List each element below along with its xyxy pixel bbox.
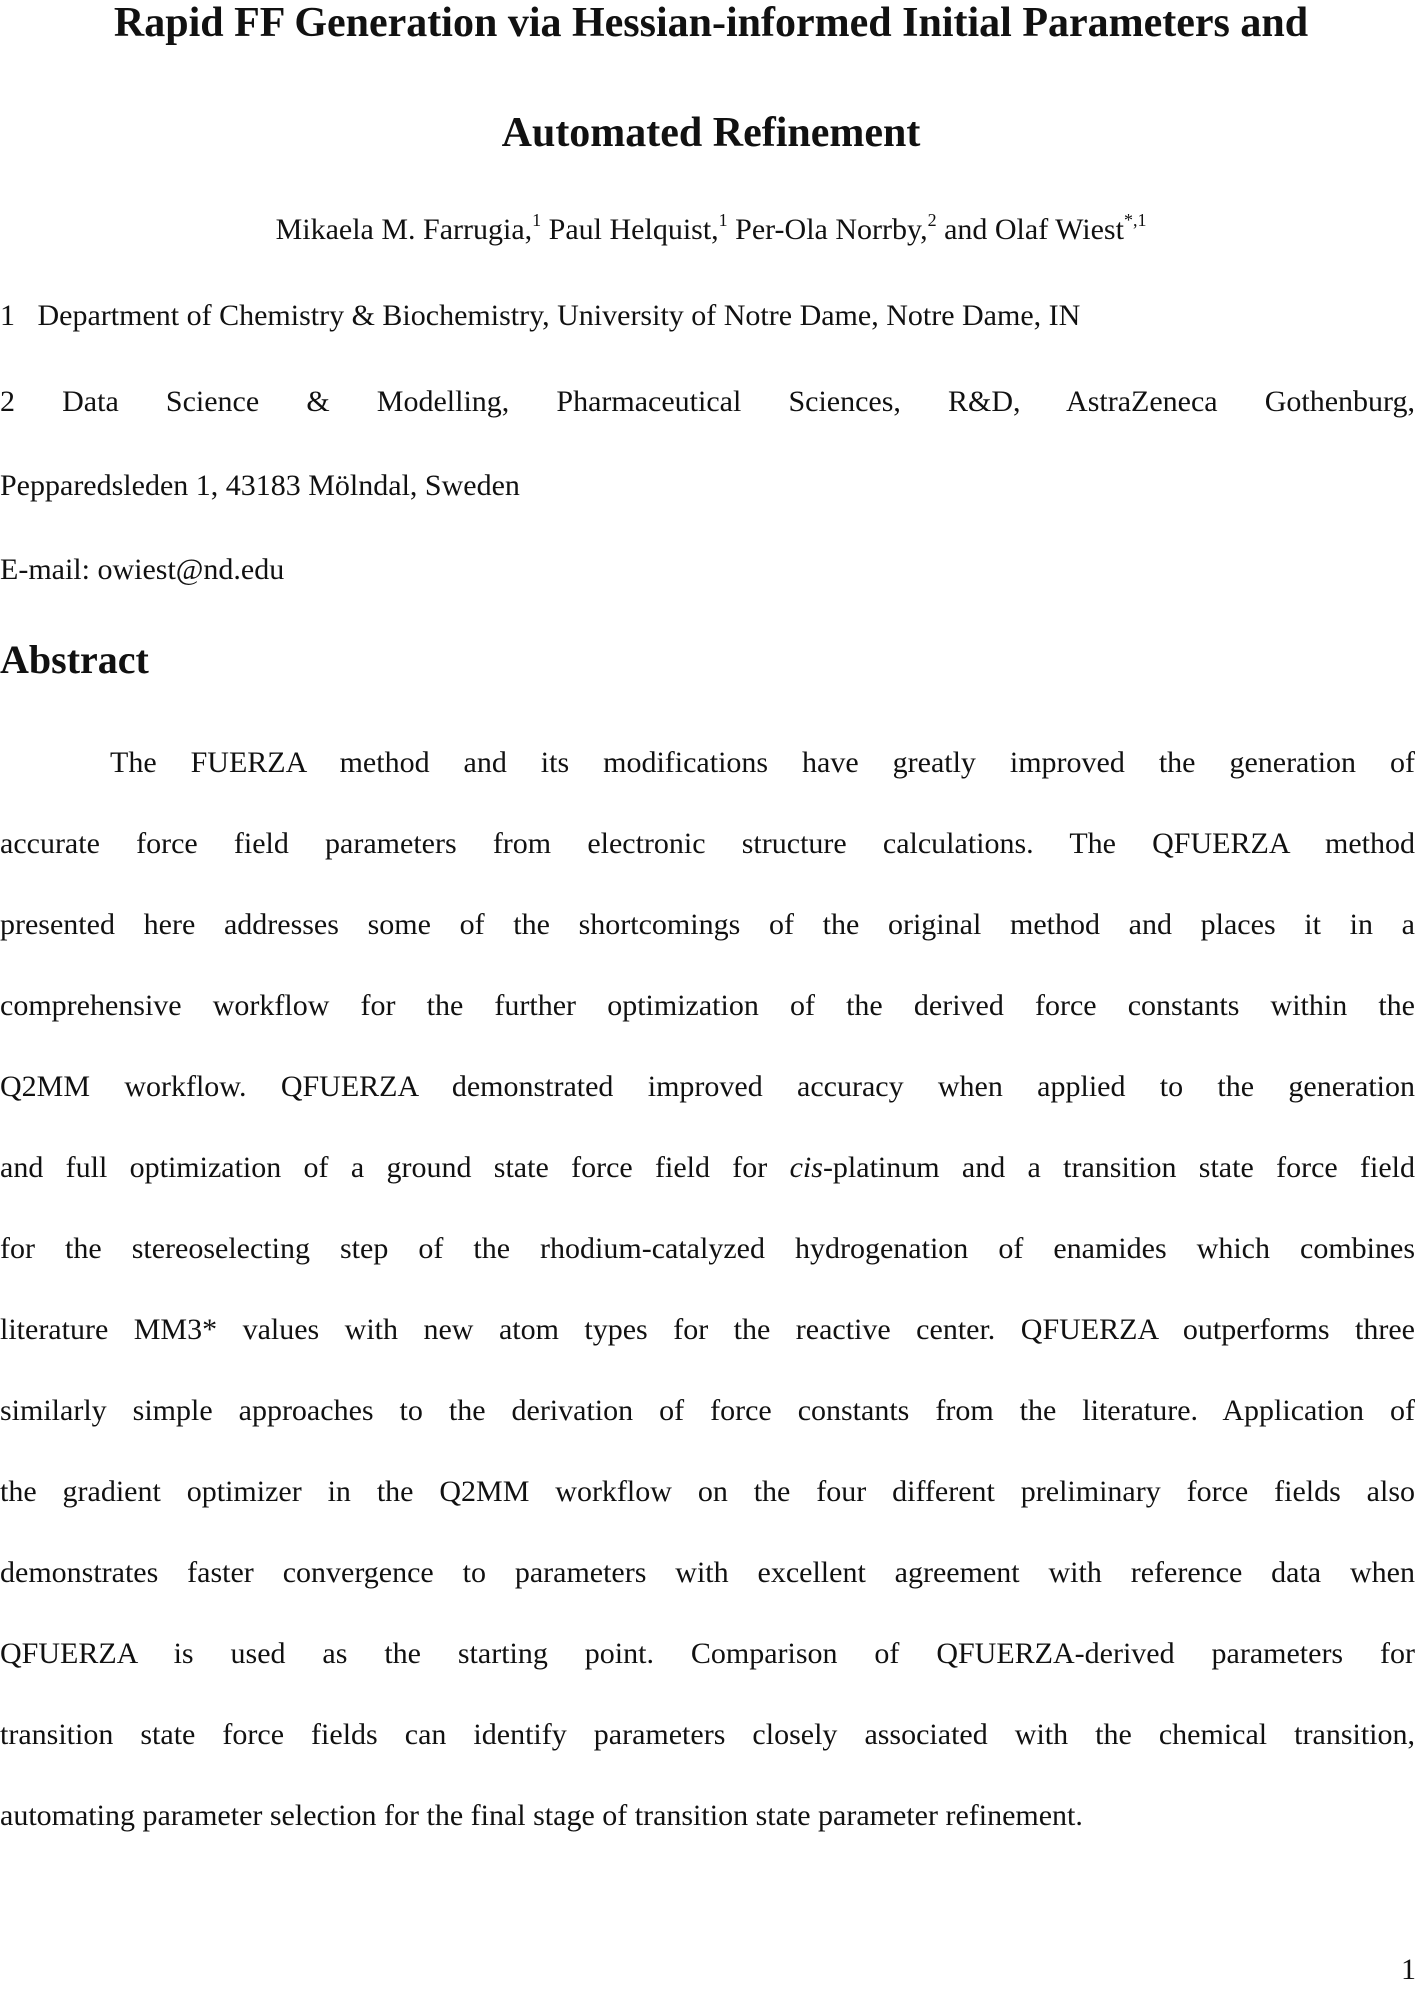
abstract-line: similarly simple approaches to the derivation of force constants from the literature. Application of [0, 1394, 1415, 1427]
abstract-line: automating parameter selection for the final stage of transition state parameter refinement. [0, 1799, 1083, 1832]
author-affiliation-mark: 1 [532, 210, 542, 230]
author-name: and Olaf Wiest [944, 213, 1124, 246]
author-name: Per-Ola Norrby, [735, 213, 928, 246]
author-name: Mikaela M. Farrugia, [275, 213, 533, 246]
affiliation-2-line-2: Pepparedsleden 1, 43183 Mölndal, Sweden [0, 469, 520, 502]
author-list [0, 212, 1422, 248]
abstract-line: accurate force field parameters from electronic structure calculations. The QFUERZA method [0, 827, 1415, 860]
abstract-line: The FUERZA method and its modifications have greatly improved the generation of [110, 746, 1415, 779]
affiliation-2-line-1: 2 Data Science & Modelling, Pharmaceutical Sciences, R&D, AstraZeneca Gothenburg, [0, 385, 1415, 418]
abstract-line: the gradient optimizer in the Q2MM workflow on the four different preliminary force fields also [0, 1475, 1415, 1508]
abstract-line: Q2MM workflow. QFUERZA demonstrated improved accuracy when applied to the generation [0, 1070, 1415, 1103]
affiliation-1: 1 Department of Chemistry & Biochemistry, University of Notre Dame, Notre Dame, IN [0, 299, 1081, 332]
abstract-line [0, 1150, 1415, 1231]
abstract-line: demonstrates faster convergence to parameters with excellent agreement with reference data when [0, 1556, 1415, 1589]
abstract-line: QFUERZA is used as the starting point. Comparison of QFUERZA-derived parameters for [0, 1637, 1415, 1670]
abstract-line: presented here addresses some of the shortcomings of the original method and places it in a [0, 908, 1415, 941]
author-name: Paul Helquist, [548, 213, 719, 246]
abstract-line-text: and full optimization of a ground state force field for [0, 1151, 790, 1184]
abstract-line: comprehensive workflow for the further optimization of the derived force constants within the [0, 989, 1415, 1022]
corresponding-email: E-mail: owiest@nd.edu [0, 553, 285, 586]
abstract-italic-term: cis [789, 1151, 823, 1184]
author-affiliation-mark: 1 [718, 210, 728, 230]
author-affiliation-mark: *,1 [1123, 210, 1147, 230]
abstract-line: literature MM3* values with new atom types for the reactive center. QFUERZA outperforms three [0, 1313, 1415, 1346]
abstract-body [0, 745, 1415, 1879]
paper-title-line-1: Rapid FF Generation via Hessian-informed Initial Parameters and [113, 0, 1309, 46]
abstract-line: for the stereoselecting step of the rhodium-catalyzed hydrogenation of enamides which combines [0, 1232, 1415, 1265]
abstract-line: transition state force fields can identify parameters closely associated with the chemical transition, [0, 1718, 1415, 1751]
abstract-heading: Abstract [0, 637, 149, 682]
page-number: 1 [1401, 1953, 1416, 1986]
author-affiliation-mark: 2 [927, 210, 937, 230]
paper-title-line-2: Automated Refinement [501, 110, 921, 156]
abstract-line-text: -platinum and a transition state force field [822, 1151, 1415, 1184]
